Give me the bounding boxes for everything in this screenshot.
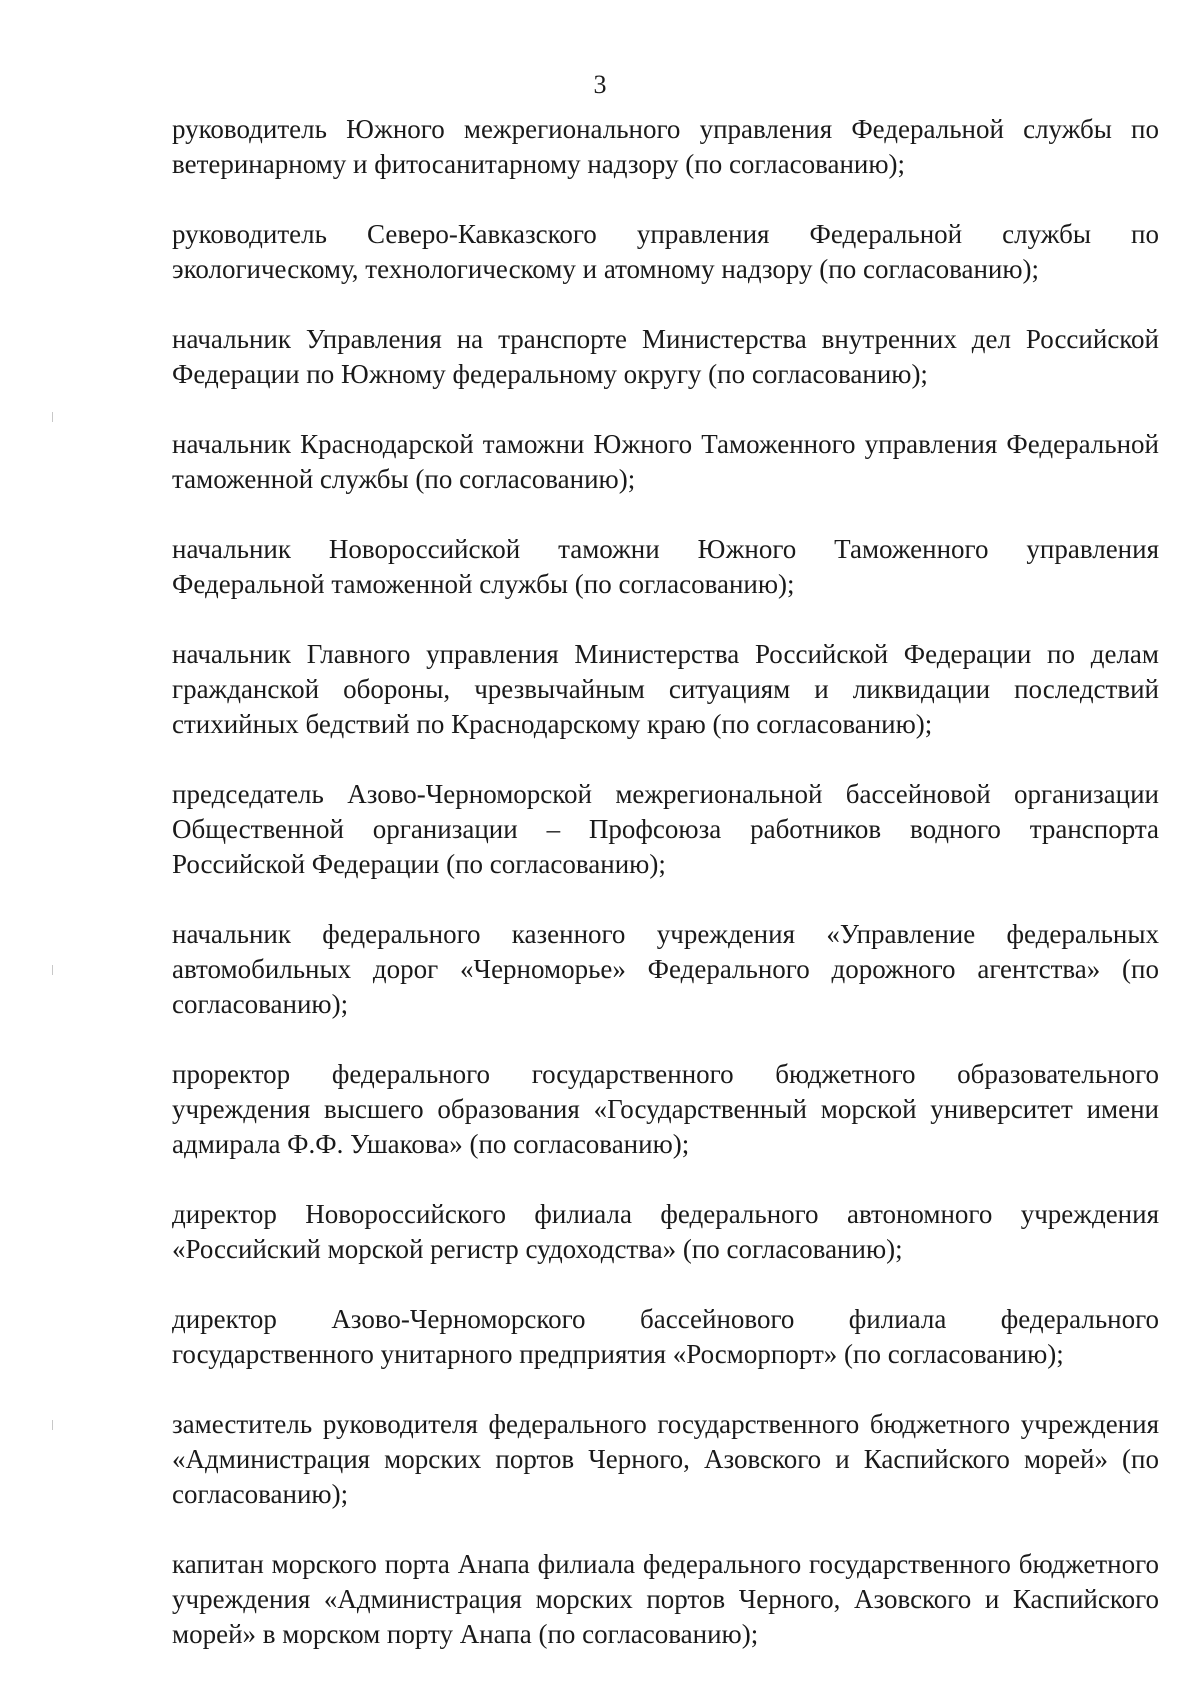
list-item: председатель Азово-Черноморской межрегиональной бассейновой организации Общественной организации – Профсоюза работников водного транспорта Российской Федерации (по согласованию); <box>172 779 1159 879</box>
list-item: капитан морского порта Анапа филиала федерального государственного бюджетного учреждения «Администрация морских портов Черного, Азовского и Каспийского морей» в морском порту Анапа (по согласованию); <box>172 1549 1159 1649</box>
list-item: начальник Управления на транспорте Министерства внутренних дел Российской Федерации по Южному федеральному округу (по согласованию); <box>172 324 1159 389</box>
list-item: проректор федерального государственного бюджетного образовательного учреждения высшего образования «Государственный морской университет имени адмирала Ф.Ф. Ушакова» (по согласованию); <box>172 1059 1159 1159</box>
scan-margin-mark <box>52 412 53 422</box>
page-number: 3 <box>593 70 607 99</box>
list-item: руководитель Северо-Кавказского управления Федеральной службы по экологическому, технологическому и атомному надзору (по согласованию); <box>172 219 1159 284</box>
list-item: директор Новороссийского филиала федерального автономного учреждения «Российский морской регистр судоходства» (по согласованию); <box>172 1199 1159 1264</box>
members-list <box>172 112 1159 1652</box>
scan-margin-mark <box>52 965 53 975</box>
list-item: директор Азово-Черноморского бассейнового филиала федерального государственного унитарного предприятия «Росморпорт» (по согласованию); <box>172 1304 1159 1369</box>
list-item: начальник Новороссийской таможни Южного Таможенного управления Федеральной таможенной службы (по согласованию); <box>172 534 1159 599</box>
list-item: начальник Главного управления Министерства Российской Федерации по делам гражданской обороны, чрезвычайным ситуациям и ликвидации последствий стихийных бедствий по Краснодарскому краю (по согласованию); <box>172 639 1159 739</box>
list-item: руководитель Южного межрегионального управления Федеральной службы по ветеринарному и фитосанитарному надзору (по согласованию); <box>172 114 1159 179</box>
scan-margin-mark <box>52 1420 53 1430</box>
list-item: начальник федерального казенного учреждения «Управление федеральных автомобильных дорог «Черноморье» Федерального дорожного агентства» (по согласованию); <box>172 919 1159 1019</box>
list-item: начальник Краснодарской таможни Южного Таможенного управления Федеральной таможенной службы (по согласованию); <box>172 429 1159 494</box>
list-item: заместитель руководителя федерального государственного бюджетного учреждения «Администрация морских портов Черного, Азовского и Каспийского морей» (по согласованию); <box>172 1409 1159 1509</box>
